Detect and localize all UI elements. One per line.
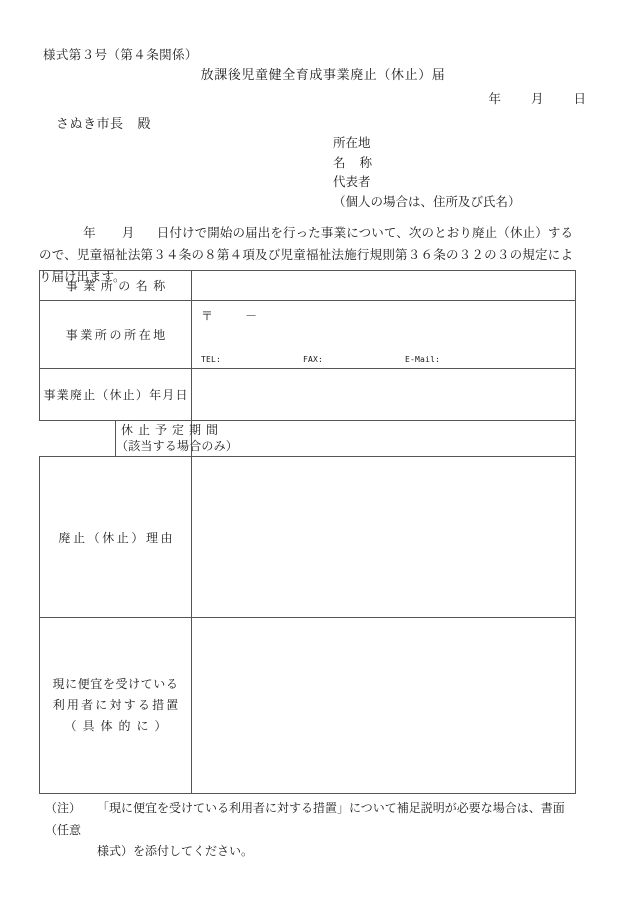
table-row-suspension-period bbox=[40, 421, 576, 457]
body-year-label: 年 bbox=[83, 225, 96, 240]
footnote-line2: 様式）を添付してください。 bbox=[97, 844, 254, 858]
submission-date-line bbox=[488, 89, 586, 107]
notification-form-table bbox=[39, 270, 576, 794]
label-abolition-reason: 廃止（休止）理由 bbox=[40, 457, 192, 618]
table-row-abolition-reason bbox=[40, 457, 576, 618]
body-line1-text: 日付けで開始の届出を行った事業について、次のとおり廃止（休止）するので、児 bbox=[39, 225, 573, 262]
label-office-name: 事業所の名称 bbox=[40, 271, 192, 301]
body-line2-text: 童福祉法第３４条の８第４項及び児童福祉法施行規則第３６条の３２の３の規定により届け出ます。 bbox=[39, 247, 573, 284]
field-abolition-date[interactable] bbox=[192, 369, 576, 421]
label-suspension-period: 休止予定期間 （該当する場合のみ） bbox=[116, 421, 192, 457]
table-row-user-measures bbox=[40, 618, 576, 794]
field-office-address[interactable] bbox=[192, 301, 576, 369]
contact-line bbox=[201, 355, 440, 364]
addressee-honorific: 殿 bbox=[137, 117, 152, 132]
footnote bbox=[45, 798, 585, 863]
address-cell-inner bbox=[192, 301, 575, 368]
body-month-label: 月 bbox=[121, 225, 135, 240]
postal-dash: － bbox=[245, 309, 258, 323]
applicant-location-label: 所在地 bbox=[333, 135, 371, 150]
label-user-measures: 現に便宜を受けている 利用者に対する措置 （具体的に） bbox=[40, 618, 192, 794]
fax-label: FAX: bbox=[303, 355, 324, 364]
tel-label: TEL: bbox=[201, 355, 222, 364]
date-month-label: 月 bbox=[530, 91, 544, 106]
applicant-representative-label: 代表者 bbox=[333, 174, 371, 189]
date-year-label: 年 bbox=[488, 91, 501, 106]
footnote-mark: （注） bbox=[45, 801, 82, 815]
suspension-indent-spacer bbox=[40, 421, 116, 457]
email-label: E-Mail: bbox=[405, 355, 441, 364]
applicant-name-label: 名 称 bbox=[333, 154, 373, 170]
field-user-measures[interactable] bbox=[192, 618, 576, 794]
addressee-name: さぬき市長 bbox=[56, 117, 124, 132]
applicant-individual-note: （個人の場合は、住所及び氏名） bbox=[333, 193, 521, 209]
table-row-office-address bbox=[40, 301, 576, 369]
label-abolition-date: 事業廃止（休止）年月日 bbox=[40, 369, 192, 421]
addressee-line bbox=[56, 113, 151, 132]
document-title: 放課後児童健全育成事業廃止（休止）届 bbox=[200, 68, 446, 83]
label-office-address: 事業所の所在地 bbox=[40, 301, 192, 369]
postal-code-line bbox=[201, 307, 257, 324]
table-row-office-name bbox=[40, 271, 576, 301]
form-number: 様式第３号（第４条関係） bbox=[43, 47, 198, 62]
date-day-label: 日 bbox=[573, 91, 586, 106]
field-abolition-reason[interactable] bbox=[192, 457, 576, 618]
field-office-name[interactable] bbox=[192, 271, 576, 301]
footnote-line1: 「現に便宜を受けている利用者に対する措置」について補足説明が必要な場合は、書面（任意 bbox=[45, 801, 565, 837]
field-suspension-period[interactable] bbox=[192, 421, 576, 457]
applicant-block bbox=[333, 133, 521, 211]
table-row-abolition-date bbox=[40, 369, 576, 421]
postal-mark-icon: 〒 bbox=[201, 309, 214, 323]
